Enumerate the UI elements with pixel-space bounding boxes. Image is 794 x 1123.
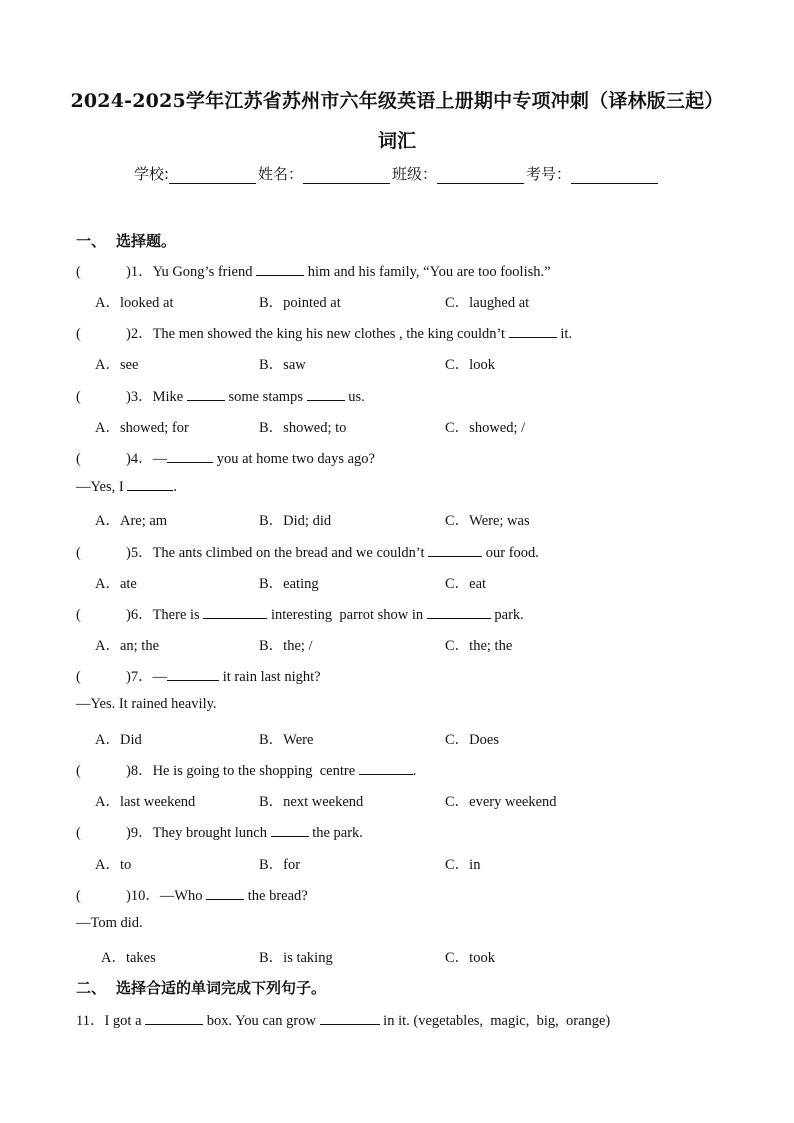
class-field[interactable]: 班级： bbox=[392, 163, 526, 184]
answer-blank[interactable] bbox=[307, 388, 345, 401]
answer-blank[interactable] bbox=[427, 606, 491, 619]
question-5: ( )5．The ants climbed on the bread and we couldn’t our food. bbox=[76, 545, 539, 561]
answer-blank[interactable] bbox=[206, 887, 244, 900]
question-11: 11．I got a box. You can grow in it. (vegetables, magic, big, orange) bbox=[76, 1013, 611, 1029]
question-7: ( )7．— it rain last night? bbox=[76, 669, 321, 685]
answer-blank[interactable] bbox=[320, 1012, 380, 1025]
question-4: ( )4．— you at home two days ago? bbox=[76, 451, 375, 467]
answer-blank[interactable] bbox=[167, 668, 219, 681]
student-info-row bbox=[0, 163, 794, 184]
name-field[interactable]: 姓名： bbox=[258, 163, 392, 184]
answer-blank[interactable] bbox=[167, 450, 213, 463]
question-1: ( )1．Yu Gong’s friend him and his family, “You are too foolish.” bbox=[76, 264, 551, 280]
question-2: ( )2．The men showed the king his new clothes , the king couldn’t it. bbox=[76, 326, 573, 342]
section-heading-2: 二、 选择合适的单词完成下列句子。 bbox=[76, 979, 327, 997]
section-heading-1: 一、 选择题。 bbox=[76, 232, 177, 250]
answer-blank[interactable] bbox=[359, 762, 413, 775]
worksheet-page: 2024-2025学年江苏省苏州市六年级英语上册期中专项冲刺（译林版三起） 词汇 学校: 姓名： 班级： 考号： 一、 选择题。 ( )1．Yu Gong’s friend him and his family, “You are too foolish.” A．looked at B．pointed at C．laughed at ( )2．The men showed the king his new clothes , the king couldn’t it. A．see B．saw C．look ( )3．Mike some stamps us. A．showed; for B．showed; to C．showed; / ( )4．— you at home two days ago? —Yes, I . A．Are; am B．Did; did C．Were; was ( )5．The ants climbed on the bread and we couldn’t our food. A．ate B．eating C．eat ( )6．There is interesting parrot show in park. A．an; the B．the; / C．the; the ( )7．— it rain last night? —Yes. It rained heavily. A．Did B．Were C．Does ( )8．He is going to the shopping centre . A．last weekend B．next weekend C．every weekend ( )9．They brought lunch the park. A．to B．for C．in ( )10．—Who the bread? —Tom did. A．takes B．is taking C．took 二、 选择合适的单词完成下列句子。 11．I got a box. You can grow in it. (vegetables, magic, big, orange) bbox=[0, 0, 794, 1123]
question-9: ( )9．They brought lunch the park. bbox=[76, 825, 363, 841]
answer-blank[interactable] bbox=[509, 325, 557, 338]
answer-blank[interactable] bbox=[256, 263, 304, 276]
question-6: ( )6．There is interesting parrot show in park. bbox=[76, 607, 524, 623]
question-4-reply: —Yes, I . bbox=[76, 479, 177, 495]
answer-blank[interactable] bbox=[271, 824, 309, 837]
answer-blank[interactable] bbox=[428, 544, 482, 557]
page-subtitle: 词汇 bbox=[377, 130, 416, 152]
exam-number-field[interactable]: 考号： bbox=[526, 163, 660, 184]
question-10: ( )10．—Who the bread? bbox=[76, 888, 308, 904]
question-8: ( )8．He is going to the shopping centre . bbox=[76, 763, 417, 779]
question-3: ( )3．Mike some stamps us. bbox=[76, 389, 365, 405]
answer-blank[interactable] bbox=[187, 388, 225, 401]
page-title: 2024-2025学年江苏省苏州市六年级英语上册期中专项冲刺（译林版三起） bbox=[70, 90, 724, 112]
school-field[interactable]: 学校: bbox=[134, 163, 258, 184]
answer-blank[interactable] bbox=[145, 1012, 203, 1025]
question-7-reply: —Yes. It rained heavily. bbox=[76, 696, 217, 712]
answer-blank[interactable] bbox=[203, 606, 267, 619]
answer-blank[interactable] bbox=[127, 478, 173, 491]
question-10-reply: —Tom did. bbox=[76, 915, 143, 931]
